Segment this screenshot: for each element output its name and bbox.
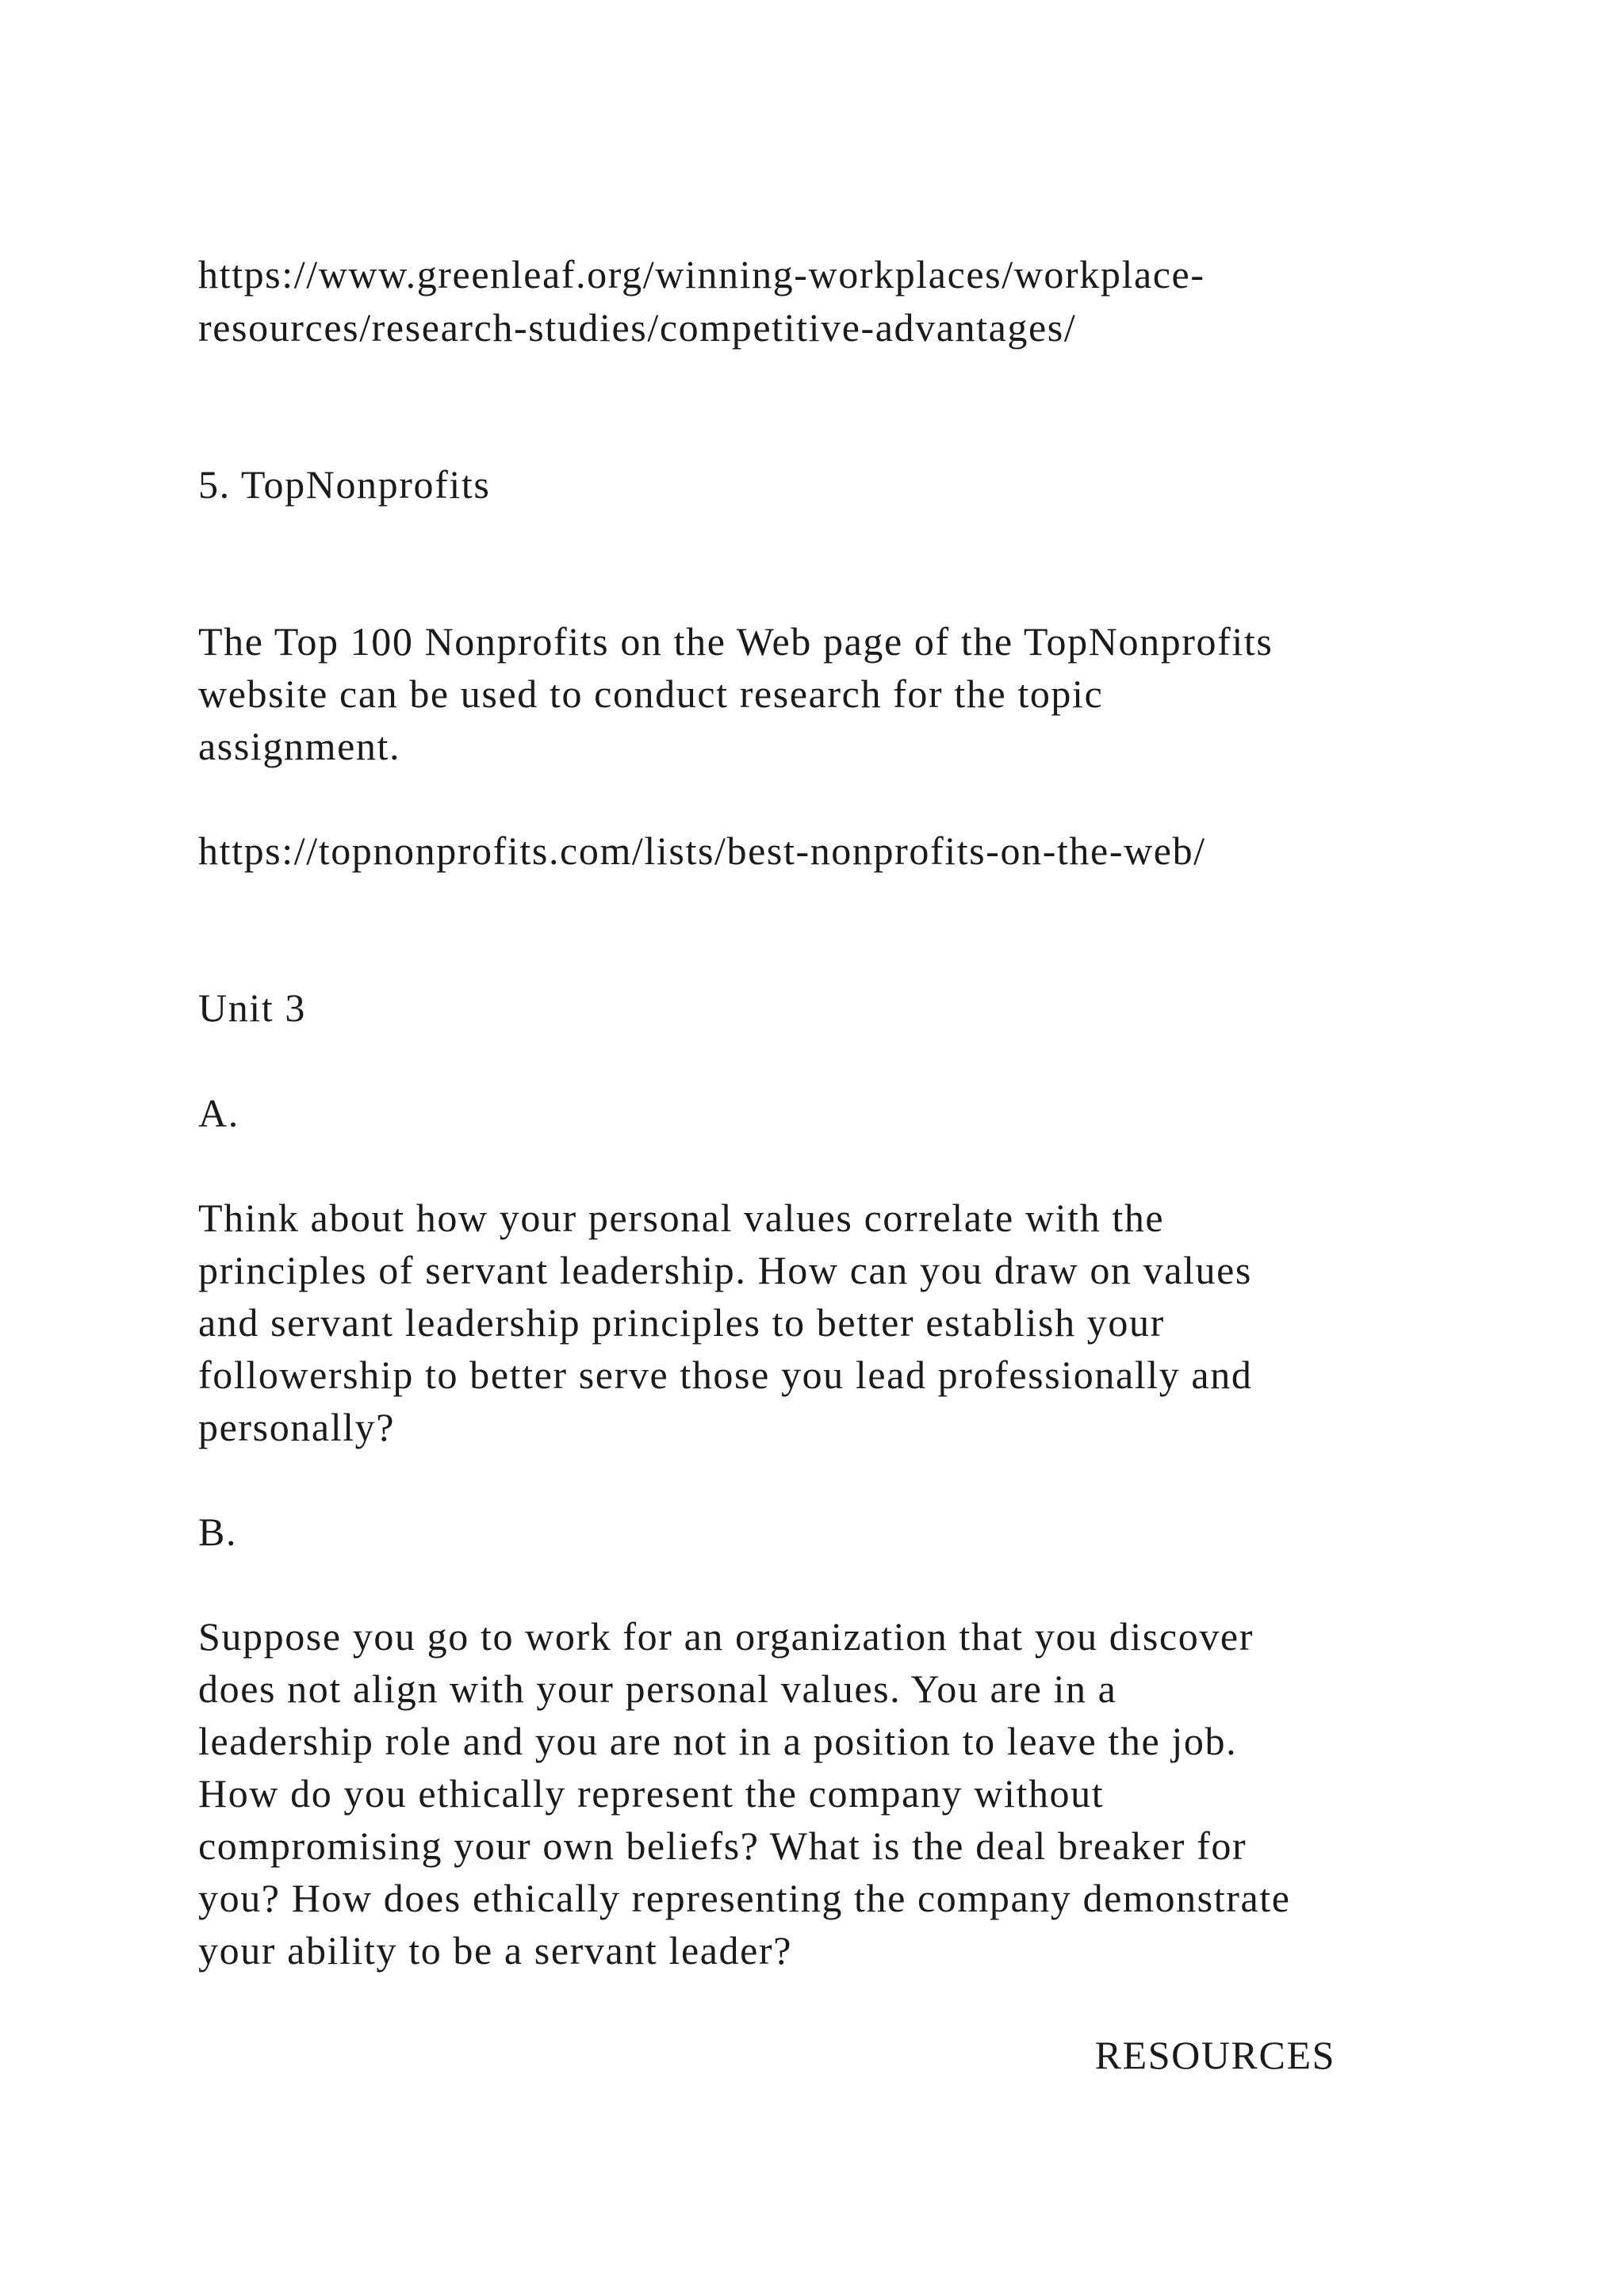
greenleaf-url-line-2: resources/research-studies/competitive-advantages/ bbox=[198, 305, 1077, 350]
topnonprofits-url: https://topnonprofits.com/lists/best-nonprofits-on-the-web/ bbox=[198, 828, 1206, 873]
part-b-line-6: you? How does ethically representing the company demonstrate bbox=[198, 1876, 1291, 1920]
part-a-line-3: and servant leadership principles to better establish your bbox=[198, 1300, 1165, 1345]
part-b-line-1: Suppose you go to work for an organization that you discover bbox=[198, 1614, 1254, 1659]
topnonprofits-description-line-2: website can be used to conduct research for the topic bbox=[198, 672, 1104, 716]
part-a-line-5: personally? bbox=[198, 1405, 396, 1449]
part-b-line-3: leadership role and you are not in a position to leave the job. bbox=[198, 1719, 1238, 1763]
part-b-line-2: does not align with your personal values. You are in a bbox=[198, 1667, 1117, 1711]
part-b-line-5: compromising your own beliefs? What is the deal breaker for bbox=[198, 1823, 1247, 1868]
part-a-label: A. bbox=[198, 1091, 239, 1135]
topnonprofits-description-line-1: The Top 100 Nonprofits on the Web page of the TopNonprofits bbox=[198, 619, 1274, 664]
part-b-line-4: How do you ethically represent the company without bbox=[198, 1771, 1105, 1816]
greenleaf-url-line-1: https://www.greenleaf.org/winning-workplaces/workplace- bbox=[198, 252, 1205, 297]
section-heading-topnonprofits: 5. TopNonprofits bbox=[198, 462, 491, 507]
part-b-label: B. bbox=[198, 1510, 238, 1554]
unit-title: Unit 3 bbox=[198, 985, 306, 1030]
part-a-line-2: principles of servant leadership. How can you draw on values bbox=[198, 1248, 1252, 1292]
part-a-line-1: Think about how your personal values correlate with the bbox=[198, 1196, 1165, 1240]
part-a-line-4: followership to better serve those you lead professionally and bbox=[198, 1353, 1253, 1397]
resources-heading: RESOURCES bbox=[1094, 2033, 1335, 2077]
topnonprofits-description-line-3: assignment. bbox=[198, 724, 401, 768]
part-b-line-7: your ability to be a servant leader? bbox=[198, 1928, 792, 1973]
